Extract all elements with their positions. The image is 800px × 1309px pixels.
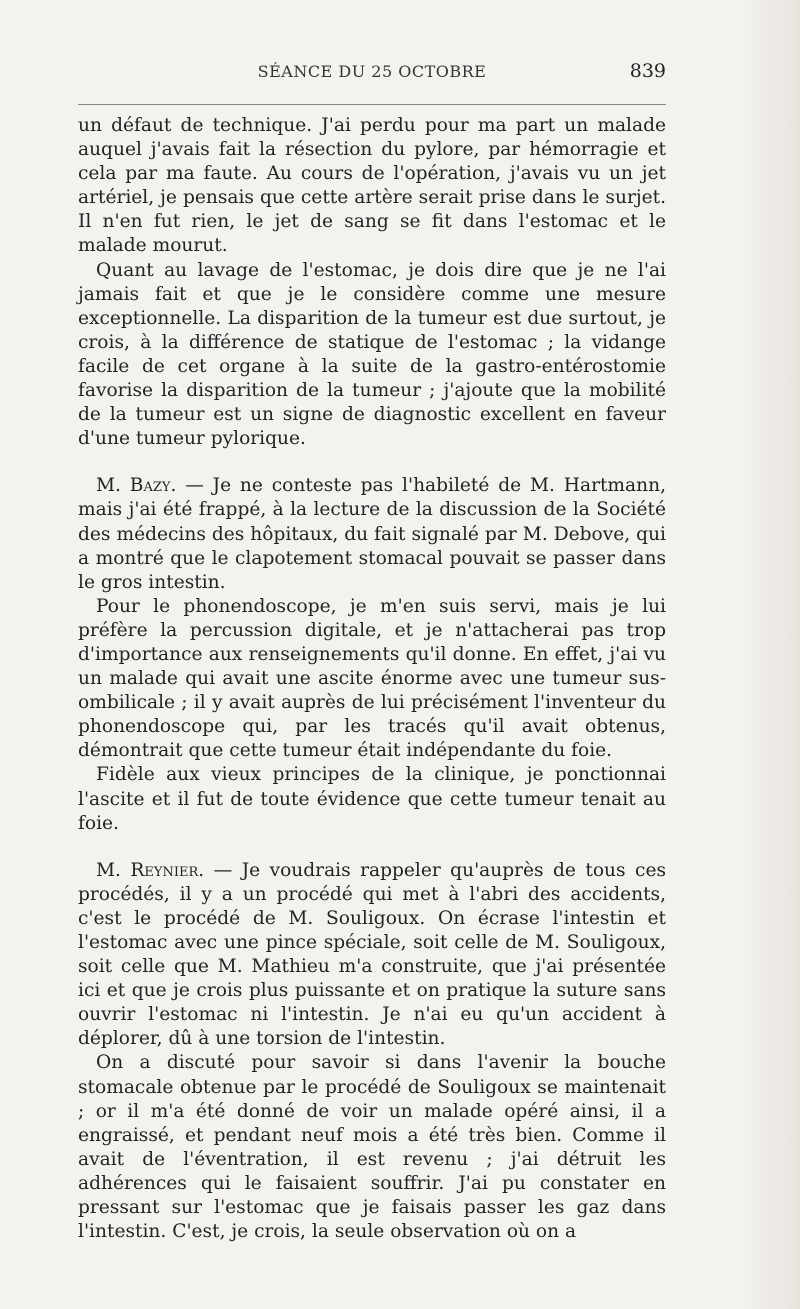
paragraph-bazy	[78, 474, 666, 594]
body-text	[78, 114, 666, 1244]
speaker-name: M. Reynier.	[96, 859, 205, 881]
speaker-name: M. Bazy.	[96, 475, 177, 497]
page-number: 839	[629, 60, 666, 82]
paragraph: Pour le phonendoscope, je m'en suis servi, mais je lui préfère la percussion digitale, et je n'attacherai pas trop d'importance aux renseignements qu'il donne. En effet, j'ai vu un malade qui avait une ascite énorme avec une tumeur sus-ombilicale ; il y avait auprès de lui précisément l'inventeur du phonendoscope qui, par les tracés qu'il avait obtenus, démontrait que cette tumeur était indépendante du foie.	[78, 595, 666, 762]
paragraph-text: — Je voudrais rappeler qu'auprès de tous ces procédés, il y a un procédé qui met à l'abri des accidents, c'est le procédé de M. Souligoux. On écrase l'intestin et l'estomac avec une pince spéciale, soit celle de M. Souligoux, soit celle que M. Mathieu m'a construite, que j'ai présentée ici et que je crois plus puissante et on pratique la suture sans ouvrir l'estomac ni l'intestin. Je n'ai eu qu'un accident à déplorer, dû à une torsion de l'intestin.	[78, 859, 666, 1050]
header-rule	[78, 104, 666, 105]
paragraph: Quant au lavage de l'estomac, je dois dire que je ne l'ai jamais fait et que je le considère comme une mesure exceptionnelle. La disparition de la tumeur est due surtout, je crois, à la différence de statique de l'estomac ; la vidange facile de cet organe à la suite de la gastro-entérostomie favorise la disparition de la tumeur ; j'ajoute que la mobilité de la tumeur est un signe de diagnostic excellent en faveur d'une tumeur pylorique.	[78, 259, 666, 450]
running-title: SÉANCE DU 25 OCTOBRE	[257, 62, 487, 81]
paragraph: On a discuté pour savoir si dans l'avenir la bouche stomacale obtenue par le procédé de Souligoux se maintenait ; or il m'a été donné de voir un malade opéré ainsi, il a engraissé, et pendant neuf mois a été très bien. Comme il avait de l'éventration, il est revenu ; j'ai détruit les adhérences qui le faisaient souffrir. J'ai pu constater en pressant sur l'estomac que je faisais passer les gaz dans l'intestin. C'est, je crois, la seule observation où on a	[78, 1052, 666, 1243]
paragraph: un défaut de technique. J'ai perdu pour ma part un malade auquel j'avais fait la résection du pylore, par hémorragie et cela par ma faute. Au cours de l'opération, j'avais vu un jet artériel, je pensais que cette artère serait prise dans le surjet. Il n'en fut rien, le jet de sang se fit dans l'estomac et le malade mourut.	[78, 115, 666, 257]
paragraph-text: — Je ne conteste pas l'habileté de M. Hartmann, mais j'ai été frappé, à la lecture de la discussion de la Société des médecins des hôpitaux, du fait signalé par M. Debove, qui a montré que le clapotement stomacal pouvait se passer dans le gros intestin.	[78, 475, 667, 593]
paragraph: Fidèle aux vieux principes de la clinique, je ponctionnai l'ascite et il fut de toute évidence que cette tumeur tenait au foie.	[78, 764, 666, 834]
paragraph-reynier	[78, 859, 666, 1052]
running-head	[78, 62, 666, 90]
